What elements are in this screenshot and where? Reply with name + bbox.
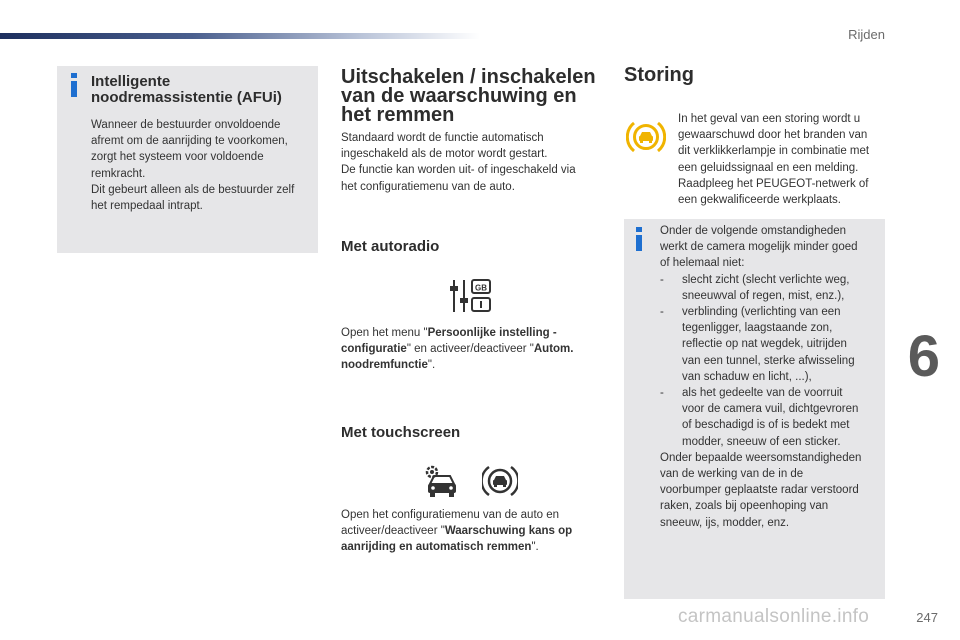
list-item: - als het gedeelte van de voorruit voor de camera vuil, dichtgevroren of beschadigd is of is bedekt met modder, sneeuw of een sticker. xyxy=(660,387,859,448)
list-item: - slecht zicht (slecht verlichte weg, sneeuwval of regen, mist, enz.), xyxy=(660,273,850,302)
afu-title: Intelligente noodremassistentie (AFUi) xyxy=(91,73,282,106)
camera-info-box xyxy=(624,219,885,599)
settings-sliders-icon xyxy=(448,278,494,314)
collision-warning-icon xyxy=(482,463,518,499)
toggle-heading: Uitschakelen / inschakelen van de waarschuwing en het remmen xyxy=(341,66,596,126)
storing-text: In het geval van een storing wordt u gewaarschuwd door het branden van dit verklikkerlampje in combinatie met een geluidssignaal en een melding. Raadpleeg het PEUGEOT-netwerk of een gekwalificeerde werkplaats. xyxy=(678,113,870,207)
chapter-number: 6 xyxy=(907,324,940,389)
language-badge-label: GB xyxy=(475,283,487,293)
afu-info-box xyxy=(57,66,318,253)
watermark: carmanualsonline.info xyxy=(678,606,870,627)
radio-heading: Met autoradio xyxy=(341,238,440,255)
camera-info-text xyxy=(660,223,882,531)
info-icon xyxy=(71,73,77,99)
touchscreen-text: Open het configuratiemenu van de auto en activeer/deactiveer "Waarschuwing kans op aanrijding en automatisch remmen". xyxy=(341,509,573,554)
toggle-text: Standaard wordt de functie automatisch ingeschakeld als de motor wordt gestart. De functie kan worden uit- of ingeschakeld via het configuratiemenu van de auto. xyxy=(341,132,576,193)
radio-text: Open het menu "Persoonlijke instelling - configuratie" en activeer/deactiveer "Autom. noodremfunctie". xyxy=(341,327,574,372)
list-item: - verblinding (verlichting van een tegenligger, laagstaande zon, reflectie op nat wegdek, uitrijden van een tunnel, sterke afwisseling van schaduw en licht, ...), xyxy=(660,306,855,383)
info-icon xyxy=(636,227,642,251)
camera-intro: Onder de volgende omstandigheden werkt de camera mogelijk minder goed of helemaal niet: xyxy=(660,225,858,270)
car-settings-icon xyxy=(422,462,460,500)
brake-warning-lamp-icon xyxy=(626,118,666,156)
section-title: Rijden xyxy=(848,27,885,42)
header-gradient-bar xyxy=(0,33,480,39)
touchscreen-heading: Met touchscreen xyxy=(341,424,461,441)
storing-heading: Storing xyxy=(624,64,694,86)
afu-text: Wanneer de bestuurder onvoldoende afremt om de aanrijding te voorkomen, zorgt het systeem voor voldoende remkracht. Dit gebeurt alleen als de bestuurder zelf het rempedaal intrapt. xyxy=(91,119,295,213)
camera-outro: Onder bepaalde weersomstandigheden van de werking van de in de voorbumper geplaatste radar verstoord raken, zoals bij opeenhoping van sneeuw, ijs, modder, enz. xyxy=(660,451,862,529)
page-number: 247 xyxy=(916,610,938,625)
